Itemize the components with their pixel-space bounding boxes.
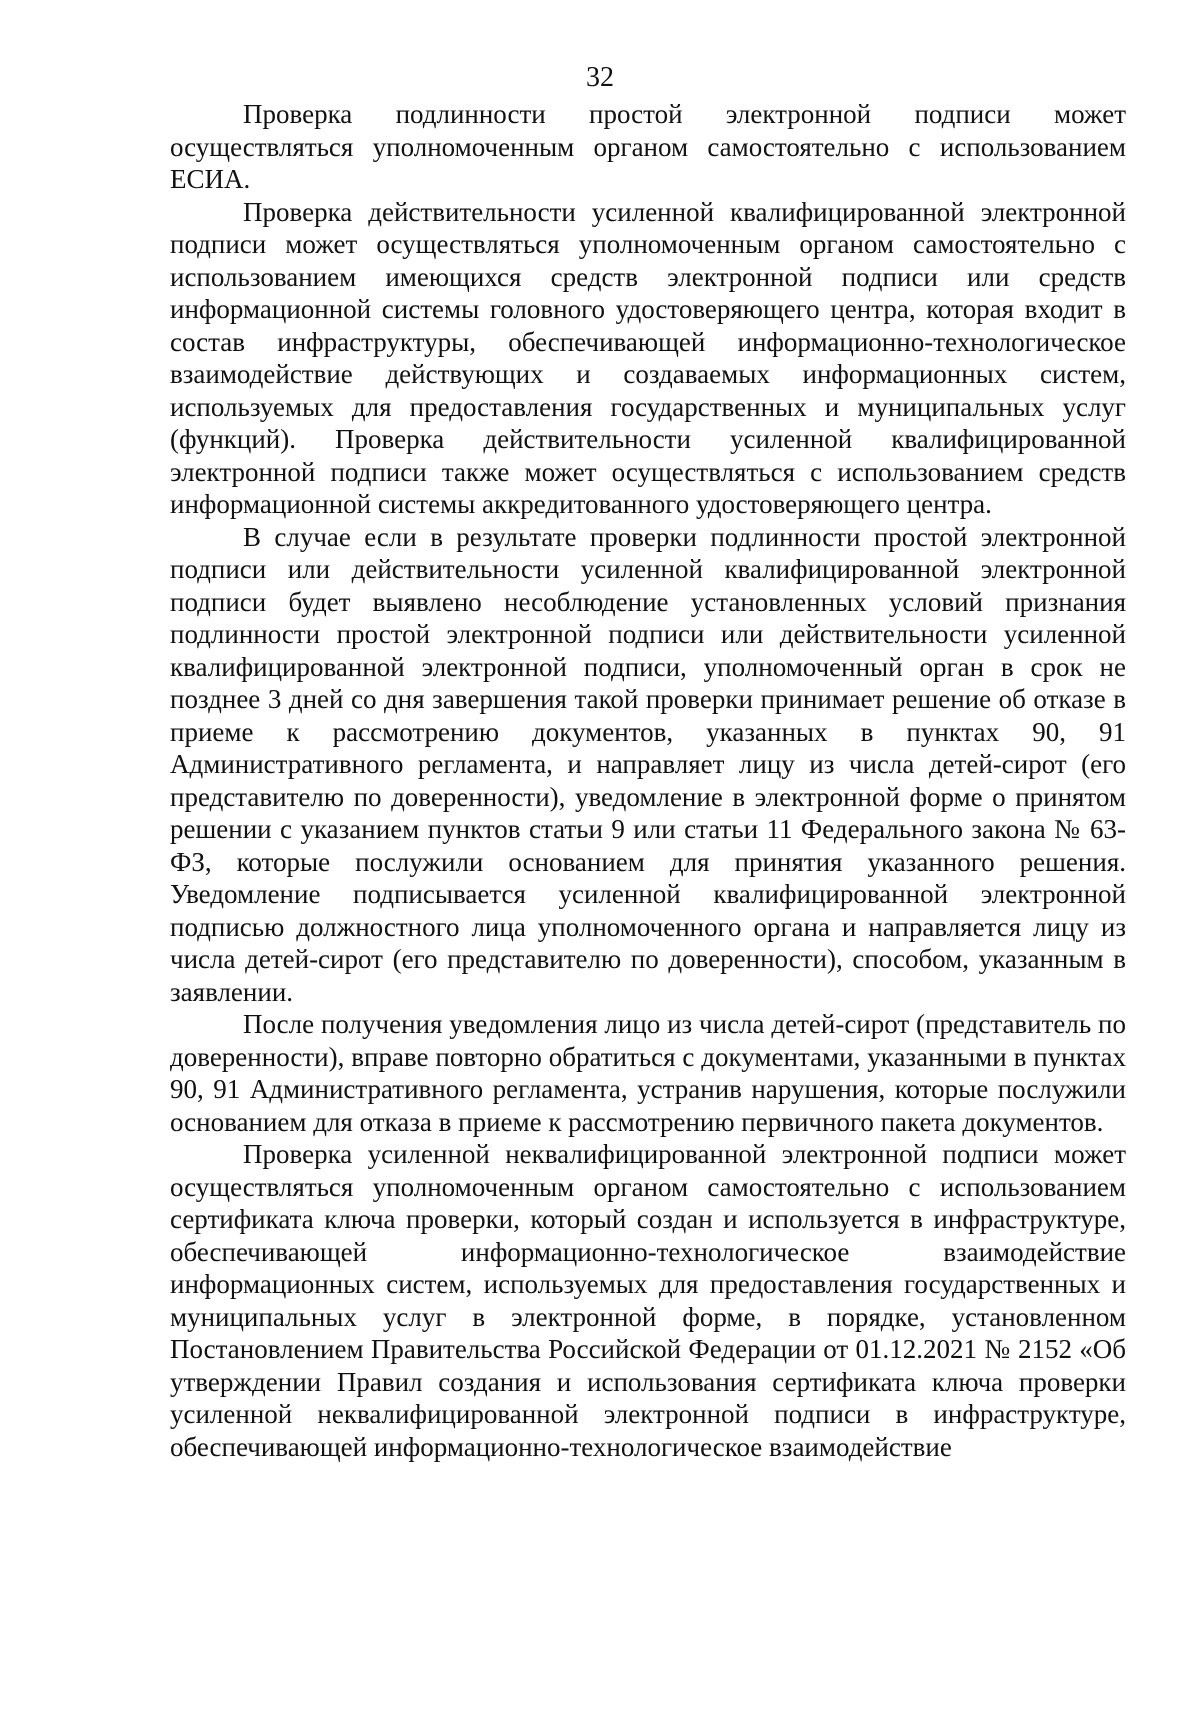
paragraph-simple-signature-check: Проверка подлинности простой электронной подписи может осуществляться уполномоченным органом самостоятельно с использованием ЕСИА. bbox=[170, 99, 1126, 194]
paragraph-refusal-procedure: В случае если в результате проверки подлинности простой электронной подписи или действительности усиленной квалифицированной электронной подписи будет выявлено несоблюдение установленных условий признания подлинности простой электронной подписи или действительности усиленной квалифицированной электронной подписи, уполномоченный орган в срок не позднее 3 дней со дня завершения такой проверки принимает решение об отказе в приеме к рассмотрению документов, указанных в пунктах 90, 91 Административного регламента, и направляет лицу из числа детей-сирот (его представителю по доверенности), уведомление в электронной форме о принятом решении с указанием пунктов статьи 9 или статьи 11 Федерального закона № 63-ФЗ, которые послужили основанием для принятия указанного решения. Уведомление подписывается усиленной квалифицированной электронной подписью должностного лица уполномоченного органа и направляется лицу из числа детей-сирот (его представителю по доверенности), способом, указанным в заявлении. bbox=[170, 521, 1126, 1007]
paragraph-unqualified-signature-check: Проверка усиленной неквалифицированной электронной подписи может осуществляться уполномоченным органом самостоятельно с использованием сертификата ключа проверки, который создан и используется в инфраструктуре, обеспечивающей информационно-технологическое взаимодействие информационных систем, используемых для предоставления государственных и муниципальных услуг в электронной форме, в порядке, установленном Постановлением Правительства Российской Федерации от 01.12.2021 № 2152 «Об утверждении Правил создания и использования сертификата ключа проверки усиленной неквалифицированной электронной подписи в инфраструктуре, обеспечивающей информационно-технологическое взаимодействие bbox=[170, 1139, 1126, 1462]
paragraph-repeat-application: После получения уведомления лицо из числа детей-сирот (представитель по доверенности), вправе повторно обратиться с документами, указанными в пунктах 90, 91 Административного регламента, устранив нарушения, которые послужили основанием для отказа в приеме к рассмотрению первичного пакета документов. bbox=[170, 1009, 1126, 1137]
paragraph-qualified-signature-check: Проверка действительности усиленной квалифицированной электронной подписи может осуществляться уполномоченным органом самостоятельно с использованием имеющихся средств электронной подписи или средств информационной системы головного удостоверяющего центра, которая входит в состав инфраструктуры, обеспечивающей информационно-технологическое взаимодействие действующих и создаваемых информационных систем, используемых для предоставления государственных и муниципальных услуг (функций). Проверка действительности усиленной квалифицированной электронной подписи также может осуществляться с использованием средств информационной системы аккредитованного удостоверяющего центра. bbox=[170, 196, 1126, 519]
page-number: 32 bbox=[586, 62, 614, 93]
document-body bbox=[170, 98, 1126, 1463]
